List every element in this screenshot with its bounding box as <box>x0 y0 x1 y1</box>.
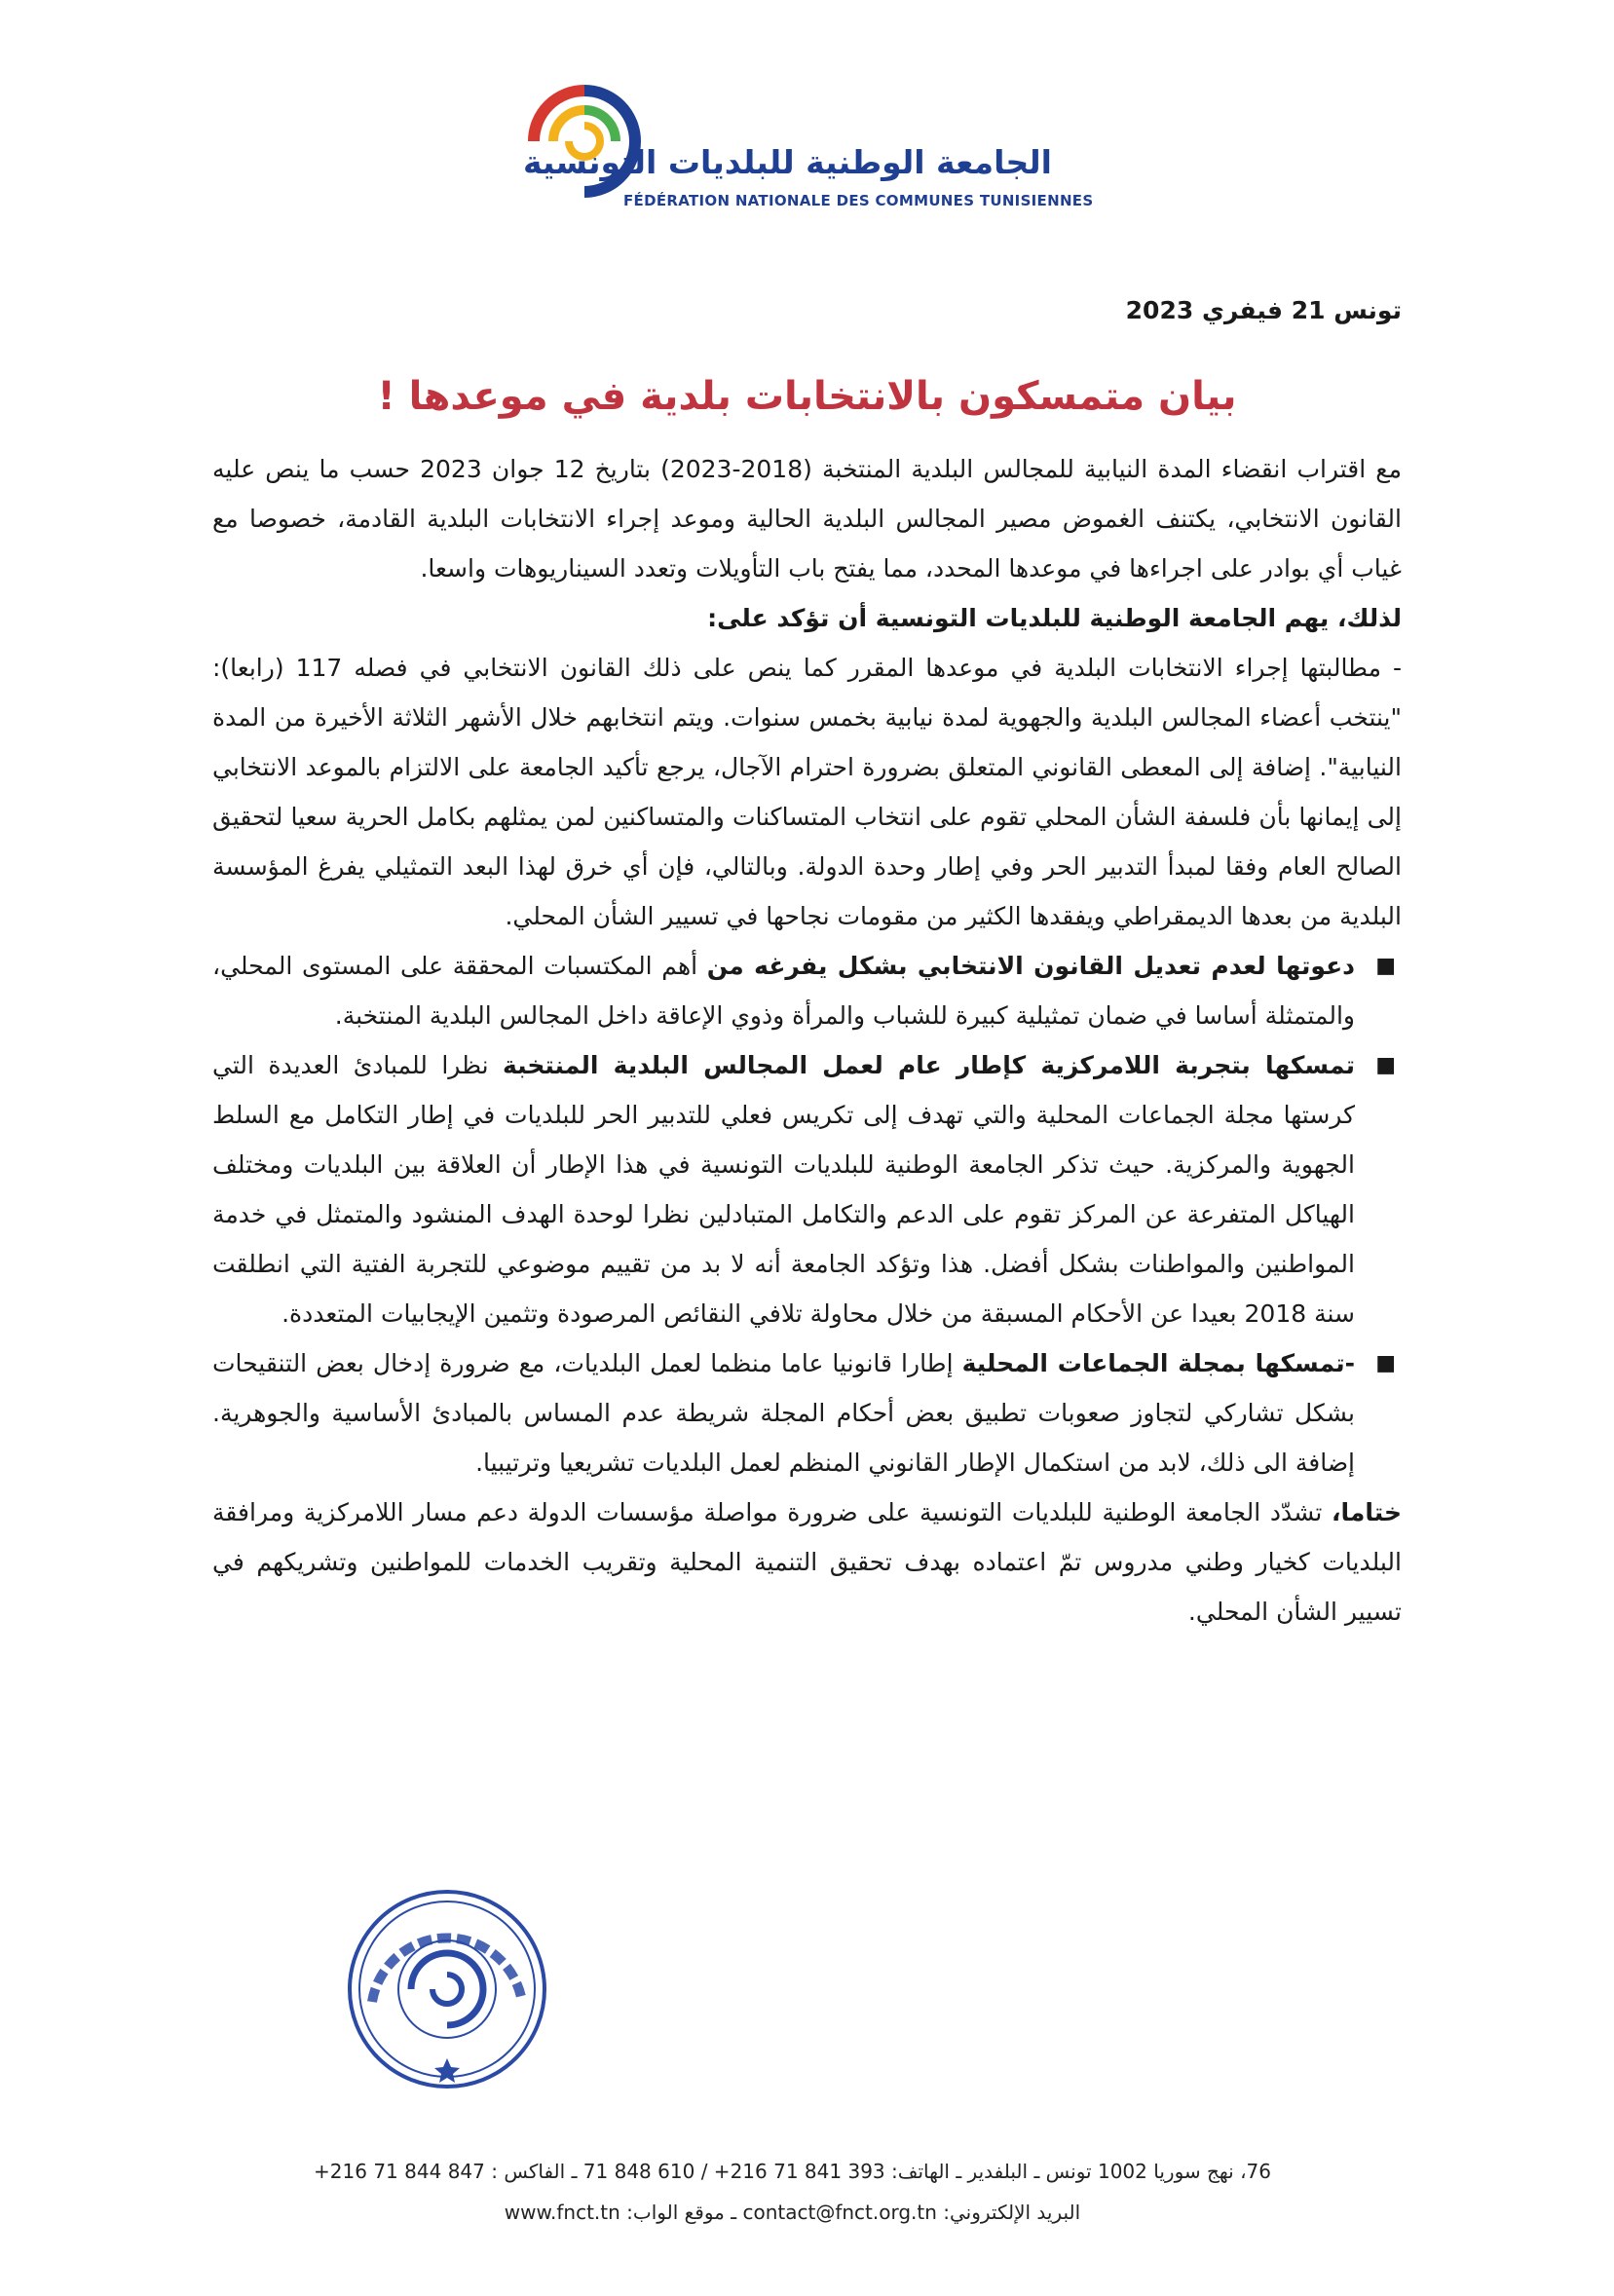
stamp-seal-icon <box>343 1885 552 2094</box>
bullet-text: إطارا قانونيا عاما منظما لعمل البلديات، مع ضرورة إدخال بعض التنقيحات بشكل تشاركي لتجاوز صعوبات تطبيق بعض أحكام المجلة شريطة عدم المساس بالمبادئ الأساسية والجوهرية. إضافة الى ذلك، لابد من استكمال الإطار القانوني المنظم لعمل البلديات تشريعيا وترتيبيا. <box>212 1349 1355 1477</box>
bullet-text: نظرا للمبادئ العديدة التي كرستها مجلة الجماعات المحلية والتي تهدف إلى تكريس فعلي للتدبير الحر للبلديات في إطار التكامل مع السلط الجهوية والمركزية. حيث تذكر الجامعة الوطنية للبلديات التونسية في هذا الإطار أن العلاقة بين البلديات ومختلف الهياكل المتفرعة عن المركز تقوم على الدعم والتكامل المتبادلين نظرا لوحدة الهدف المنشود والمتمثل في خدمة المواطنين والمواطنات بشكل أفضل. هذا وتؤكد الجامعة أنه لا بد من تقييم موضوعي للتجربة الفتية التي انطلقت سنة 2018 بعيدا عن الأحكام المسبقة من خلال محاولة تلافي النقائص المرصودة وتثمين الإيجابيات المتعددة. <box>212 1051 1355 1328</box>
org-logo <box>523 83 1094 219</box>
org-name-french: FÉDÉRATION NATIONALE DES COMMUNES TUNISIENNES <box>623 192 1094 209</box>
square-bullet-icon: ■ <box>1375 954 1396 978</box>
closing-bold: ختاما، <box>1332 1498 1402 1526</box>
closing-paragraph <box>212 1487 1402 1637</box>
bullet-bold: -تمسكها بمجلة الجماعات المحلية <box>961 1349 1355 1377</box>
document-title: بيان متمسكون بالانتخابات بلدية في موعدها ! <box>377 374 1237 419</box>
footer-contact: البريد الإلكتروني: contact@fnct.org.tn ـ موقع الواب: www.fnct.tn <box>504 2201 1081 2224</box>
fnct-logo-icon <box>526 83 643 200</box>
footer-address: 76، نهج سوريا 1002 تونس ـ البلفدير ـ الهاتف: 393 841 71 216+ / 610 848 71 ـ الفاكس : 847 844 71 216+ <box>314 2160 1271 2183</box>
bullet-item <box>212 1040 1402 1338</box>
demand-paragraph: - مطالبتها إجراء الانتخابات البلدية في موعدها المقرر كما ينص على ذلك القانون الانتخابي في فصله 117 (رابعا): "ينتخب أعضاء المجالس البلدية والجهوية لمدة نيابية بخمس سنوات. ويتم انتخابهم خلال الأشهر الثلاثة الأخيرة من المدة النيابية". إضافة إلى المعطى القانوني المتعلق بضرورة احترام الآجال، يرجع تأكيد الجامعة على الالتزام بالموعد الانتخابي إلى إيمانها بأن فلسفة الشأن المحلي تقوم على انتخاب المتساكنات والمتساكنين لمن يمثلهم بكامل الحرية سعيا لتحقيق الصالح العام وفقا لمبدأ التدبير الحر وفي إطار وحدة الدولة. وبالتالي، فإن أي خرق لهذا البعد التمثيلي يفرغ المؤسسة البلدية من بعدها الديمقراطي ويفقدها الكثير من مقومات نجاحها في تسيير الشأن المحلي. <box>212 654 1402 930</box>
square-bullet-icon: ■ <box>1375 1351 1396 1375</box>
bullet-list <box>212 941 1402 1487</box>
bullet-item <box>212 1338 1402 1487</box>
page-footer <box>292 2151 1293 2233</box>
square-bullet-icon: ■ <box>1375 1053 1396 1077</box>
bullet-text: أهم المكتسبات المحققة على المستوى المحلي، والمتمثلة أساسا في ضمان تمثيلية كبيرة للشباب والمرأة وذوي الإعاقة داخل المجالس البلدية المنتخبة. <box>212 952 1355 1030</box>
intro-paragraph: مع اقتراب انقضاء المدة النيابية للمجالس البلدية المنتخبة (2018-2023) بتاريخ 12 جوان 2023 حسب ما ينص عليه القانون الانتخابي، يكتنف الغموض مصير المجالس البلدية الحالية وموعد إجراء الانتخابات البلدية القادمة، خصوصا مع غياب أي بوادر على اجراءها في موعدها المحدد، مما يفتح باب التأويلات وتعدد السيناريوهات واسعا. <box>212 455 1403 583</box>
bullet-item <box>212 941 1402 1040</box>
bullet-bold: دعوتها لعدم تعديل القانون الانتخابي بشكل يفرغه من <box>706 952 1355 980</box>
document-date: تونس 21 فيفري 2023 <box>1125 296 1402 324</box>
official-seal <box>343 1885 552 2094</box>
bullet-bold: تمسكها بتجربة اللامركزية كإطار عام لعمل المجالس البلدية المنتخبة <box>502 1051 1355 1079</box>
closing-text: تشدّد الجامعة الوطنية للبلديات التونسية على ضرورة مواصلة مؤسسات الدولة دعم مسار اللامركزية ومرافقة البلديات كخيار وطني مدروس تمّ اعتماده بهدف تحقيق التنمية المحلية وتقريب الخدمات للمواطنين وتشريكهم في تسيير الشأن المحلي. <box>212 1498 1402 1626</box>
lead-paragraph: لذلك، يهم الجامعة الوطنية للبلديات التونسية أن تؤكد على: <box>707 604 1402 632</box>
document-body <box>212 444 1402 1637</box>
org-name-arabic: الجامعة الوطنية للبلديات التونسية <box>523 143 1052 181</box>
